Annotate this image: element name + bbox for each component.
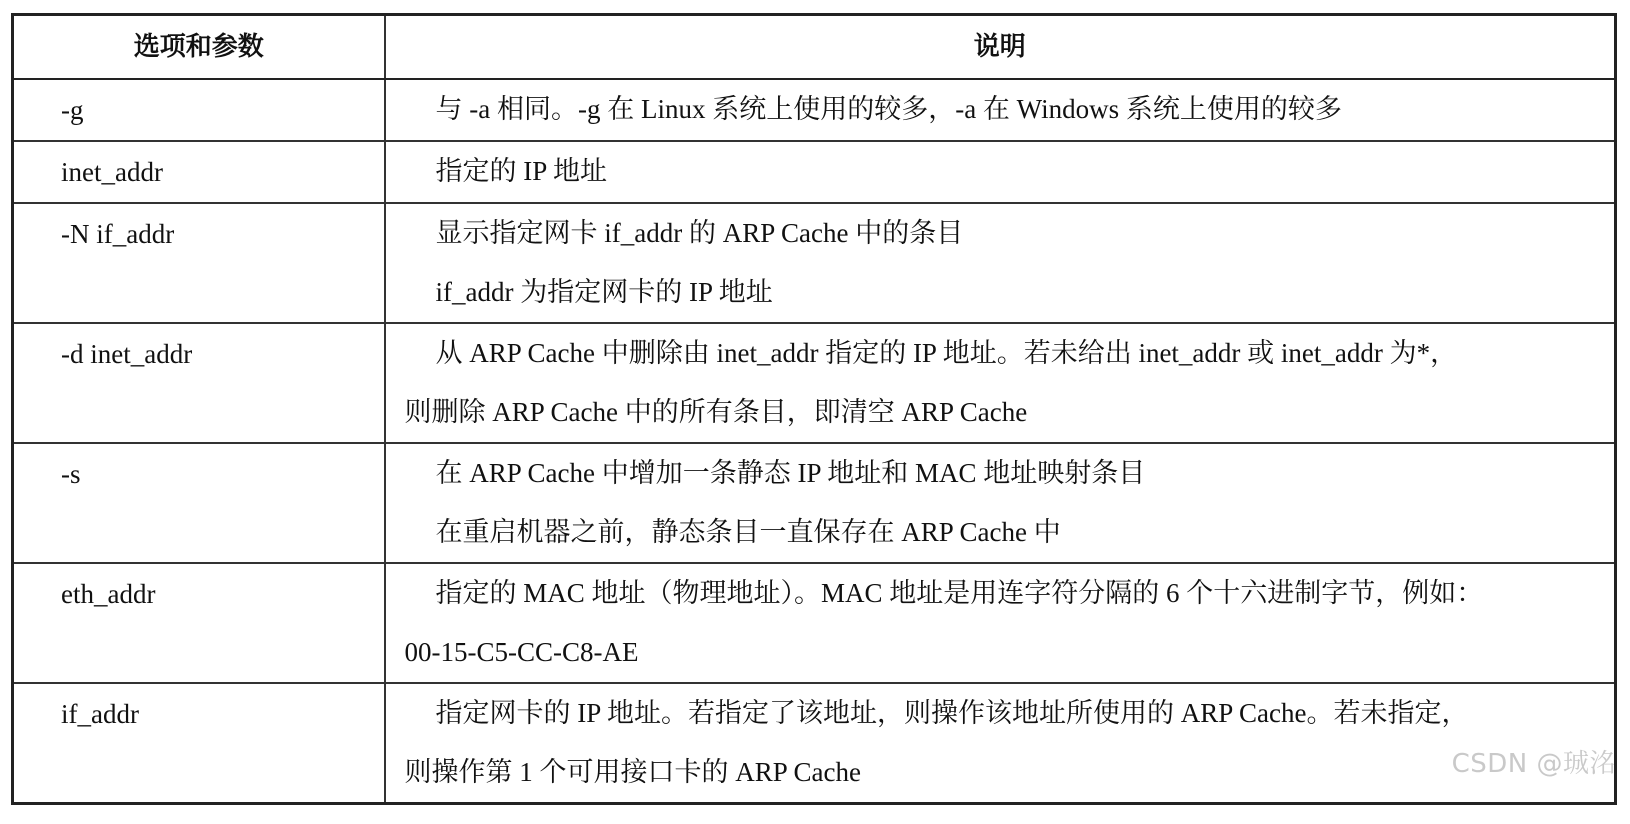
description-line: 指定网卡的 IP 地址。若指定了该地址，则操作该地址所使用的 ARP Cache。若未指定， [435,698,1469,728]
description-line: 与 -a 相同。-g 在 Linux 系统上使用的较多，-a 在 Windows 系统上使用的较多 [435,94,1342,124]
description-cell [385,141,1616,203]
table-row [13,323,1616,443]
header-description: 说明 [385,15,1616,80]
description-line: if_addr 为指定网卡的 IP 地址 [435,277,773,307]
description-line: 指定的 MAC 地址（物理地址）。MAC 地址是用连字符分隔的 6 个十六进制字节，例如： [435,578,1484,608]
option-cell: -N if_addr [13,203,385,323]
table-row [13,79,1616,141]
description-cell [385,563,1616,683]
header-options: 选项和参数 [13,15,385,80]
description-cell [385,443,1616,563]
arp-options-table [11,13,1617,805]
option-cell: inet_addr [13,141,385,203]
option-cell: if_addr [13,683,385,804]
description-line: 从 ARP Cache 中删除由 inet_addr 指定的 IP 地址。若未给出 inet_addr 或 inet_addr 为*， [435,338,1458,368]
description-line: 在重启机器之前，静态条目一直保存在 ARP Cache 中 [435,517,1061,547]
option-cell: eth_addr [13,563,385,683]
description-line: 显示指定网卡 if_addr 的 ARP Cache 中的条目 [435,218,964,248]
description-cell [385,683,1616,804]
table-body [13,79,1616,804]
option-cell: -d inet_addr [13,323,385,443]
description-line: 指定的 IP 地址 [435,156,608,186]
table-header [13,15,1616,80]
table-row [13,683,1616,804]
description-line: 则删除 ARP Cache 中的所有条目，即清空 ARP Cache [404,397,1028,427]
table-row [13,563,1616,683]
description-line: 在 ARP Cache 中增加一条静态 IP 地址和 MAC 地址映射条目 [435,458,1146,488]
description-cell [385,79,1616,141]
description-line: 则操作第 1 个可用接口卡的 ARP Cache [404,757,861,787]
table-row [13,141,1616,203]
table-row [13,443,1616,563]
option-cell: -g [13,79,385,141]
watermark-text: CSDN @珹洺 [1451,749,1616,779]
table-row [13,203,1616,323]
description-cell [385,323,1616,443]
description-cell [385,203,1616,323]
description-line: 00-15-C5-CC-C8-AE [404,637,639,667]
option-cell: -s [13,443,385,563]
table-header-row [13,15,1616,80]
